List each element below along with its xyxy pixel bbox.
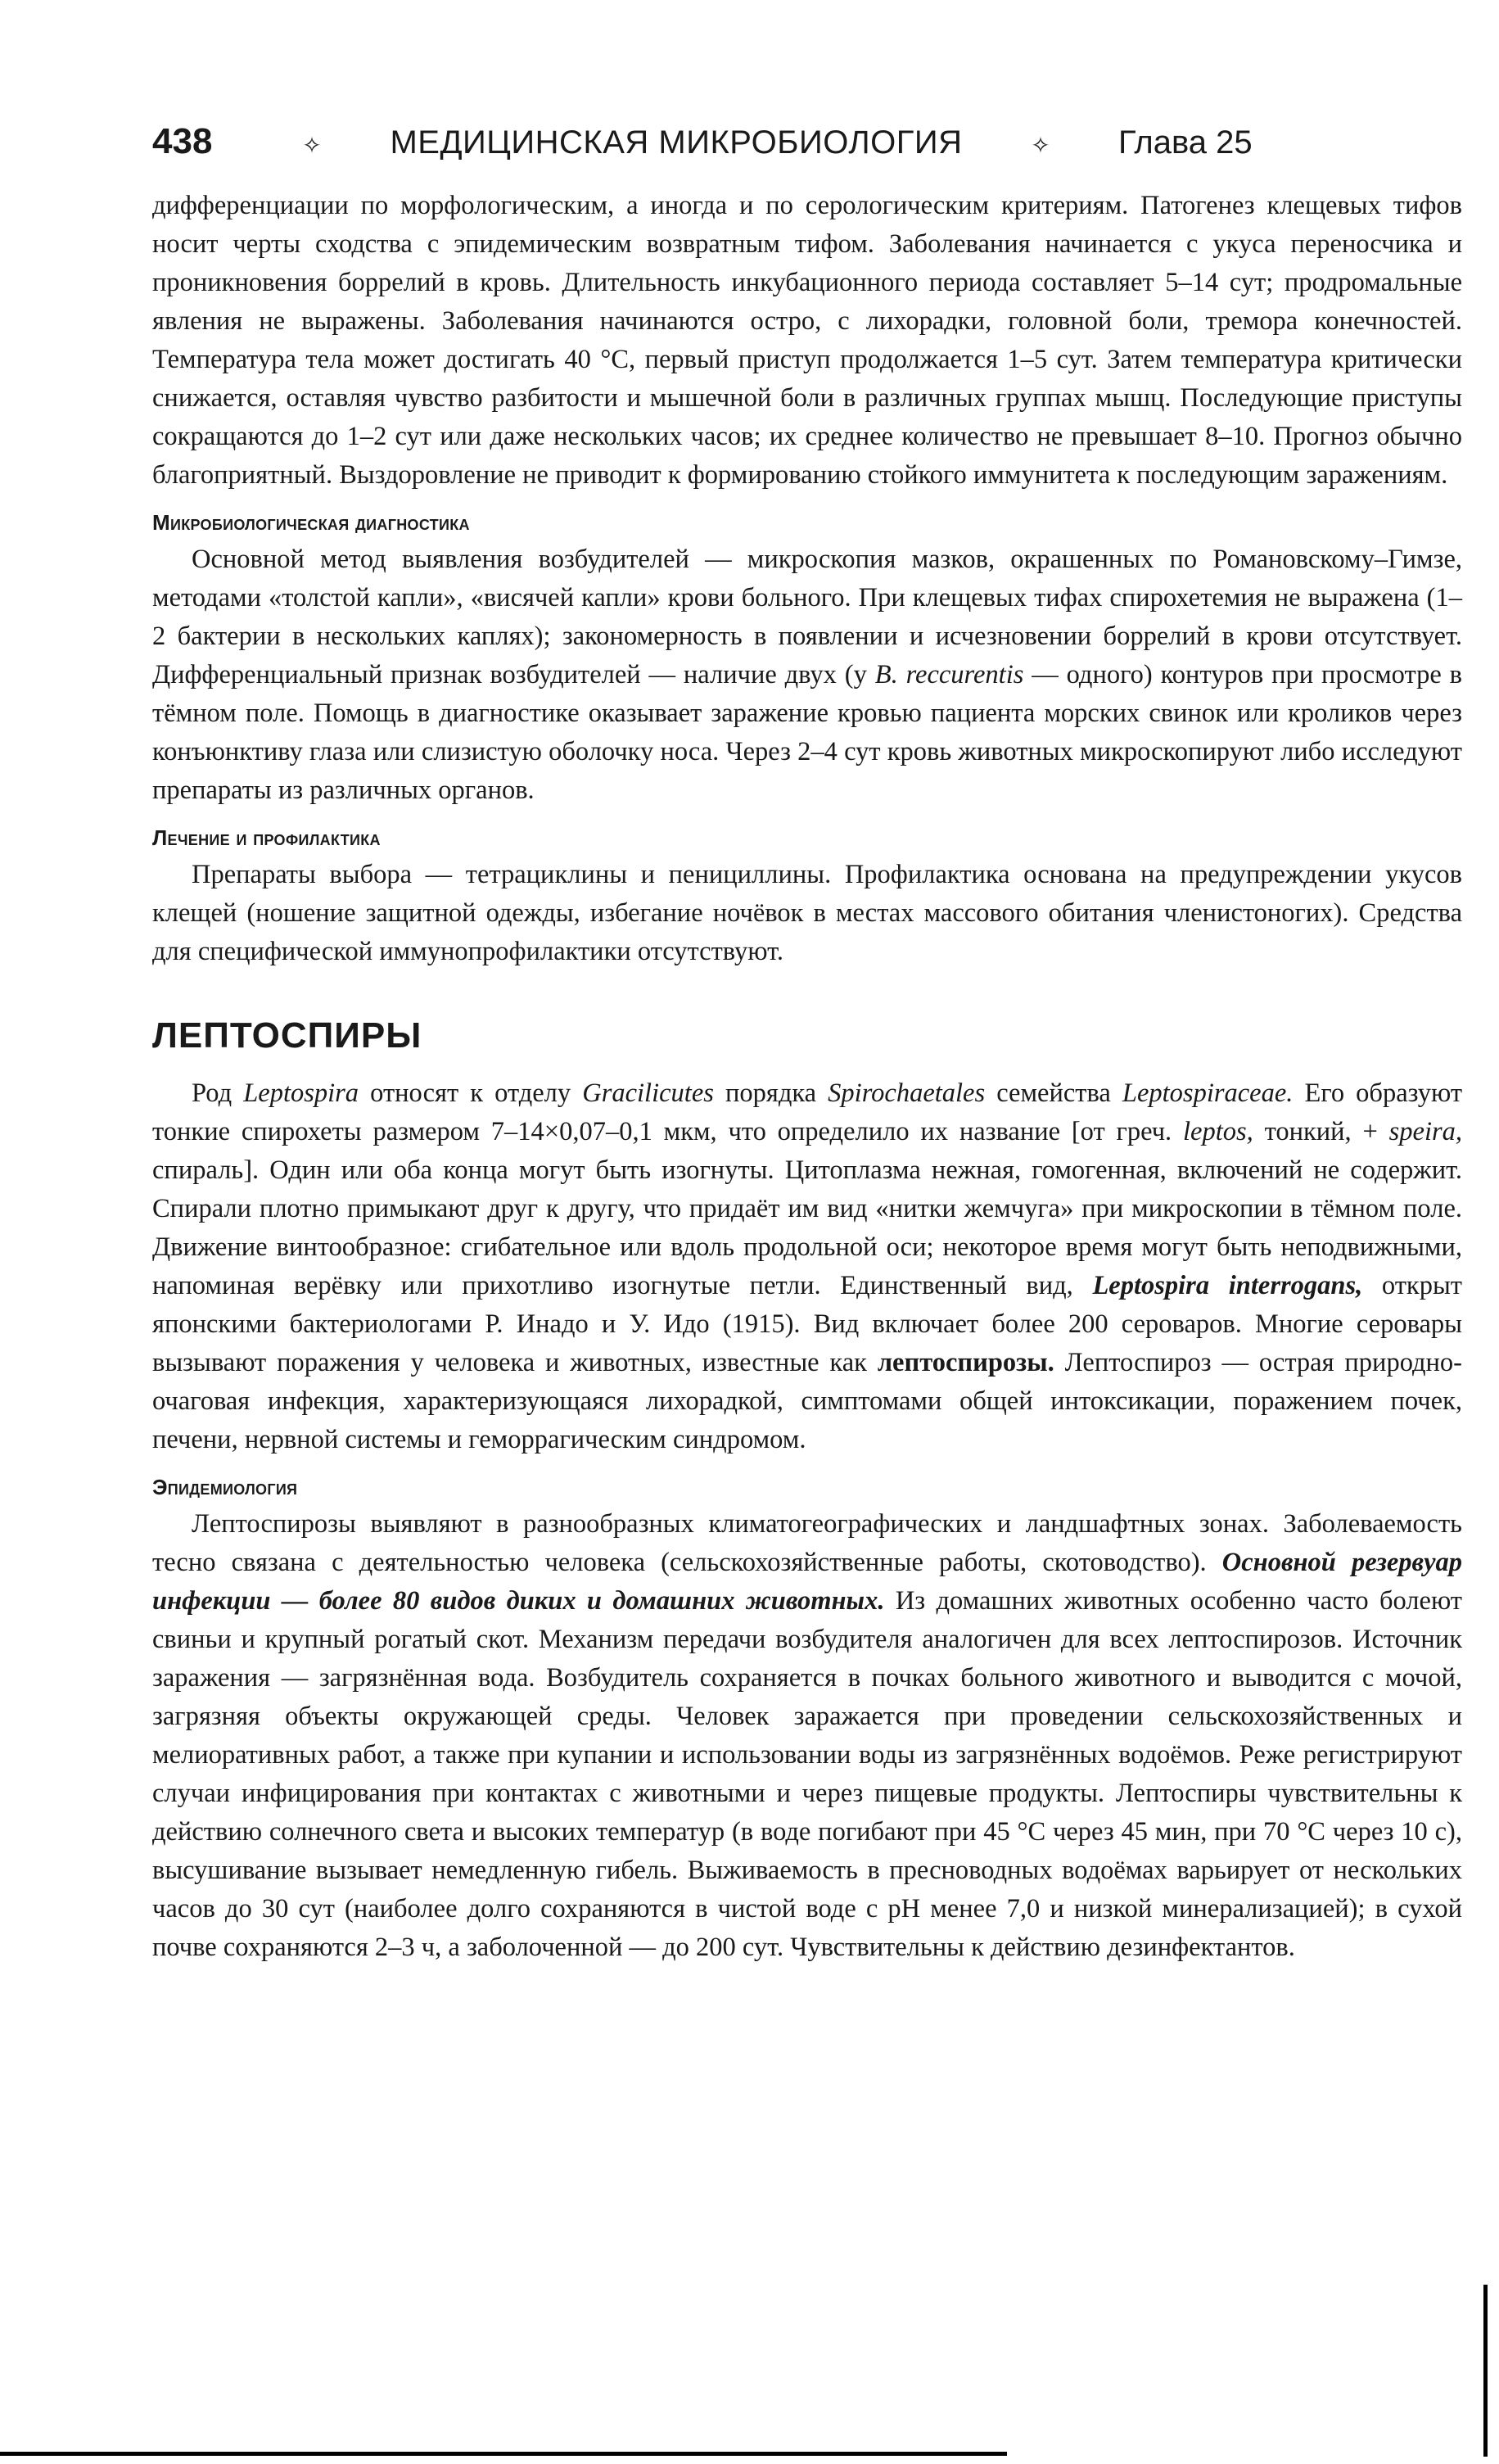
running-header bbox=[152, 121, 1462, 170]
section-heading-diagnostics: Микробиологическая диагностика bbox=[152, 510, 470, 535]
paragraph-pathogenesis: дифференциации по морфологическим, а иногда и по серологическим критериям. Патогенез клещевых тифов носит черты сходства с эпидемическим возвратным тифом. Заболевания начинается с укуса переносчика и проникновения боррелий в кровь. Длительность инкубационного периода составляет 5–14 сут; продромальные явления не выражены. Заболевания начинаются остро, с лихорадки, головной боли, тремора конечностей. Температура тела может достигать 40 °С, первый приступ продолжается 1–5 сут. Затем температура критически снижается, оставляя чувство разбитости и мышечной боли в различных группах мышц. Последующие приступы сокращаются до 1–2 сут или даже нескольких часов; их среднее количество не превышает 8–10. Прогноз обычно благоприятный. Выздоровление не приводит к формированию стойкого иммунитета к последующим заражениям. bbox=[152, 191, 1462, 490]
paragraph-treatment: Препараты выбора — тетрациклины и пенициллины. Профилактика основана на предупреждении укусов клещей (ношение защитной одежды, избегание ночёвок в местах массового обитания членистоногих). Средства для специфической иммунопрофилактики отсутствуют. bbox=[152, 860, 1462, 966]
section-heading-treatment: Лечение и профилактика bbox=[152, 825, 381, 850]
section-heading-epidemiology: Эпидемиология bbox=[152, 1475, 298, 1499]
paragraph-diagnostics: Основной метод выявления возбудителей — микроскопия мазков, окрашенных по Романовскому–Гимзе, методами «толстой капли», «висячей капли» крови больного. При клещевых тифах спирохетемия не выражена (1–2 бактерии в нескольких каплях); закономерность в появлении и исчезновении боррелий в крови отсутствует. Дифференциальный признак возбудителей — наличие двух (у B. reccurentis — одного) контуров при просмотре в тёмном поле. Помощь в диагностике оказывает заражение кровью пациента морских свинок или кроликов через конъюнктиву глаза или слизистую оболочку носа. Через 2–4 сут кровь животных микроскопируют либо исследуют препараты из различных органов. bbox=[152, 545, 1462, 805]
diamond-ornament-icon: ✧ bbox=[302, 133, 322, 158]
paragraph-leptospira: Род Leptospira относят к отделу Gracilicutes порядка Spirochaetales семейства Leptospiraceae. Его образуют тонкие спирохеты размером 7–14×0,07–0,1 мкм, что определило их название [от греч. leptos, тонкий, + speira, спираль]. Один или оба конца могут быть изогнуты. Цитоплазма нежная, гомогенная, включений не содержит. Спирали плотно примыкают друг к другу, что придаёт им вид «нитки жемчуга» при микроскопии в тёмном поле. Движение винтообразное: сгибательное или вдоль продольной оси; некоторое время могут быть неподвижными, напоминая верёвку или прихотливо изогнутые петли. Единственный вид, Leptospira interrogans, открыт японскими бактериологами Р. Инадо и У. Идо (1915). Вид включает более 200 сероваров. Многие серовары вызывают поражения у человека и животных, известные как лептоспирозы. Лептоспироз — острая природно-очаговая инфекция, характеризующаяся лихорадкой, симптомами общей интоксикации, поражением почек, печени, нервной системы и геморрагическим синдромом. bbox=[152, 1078, 1463, 1454]
book-page bbox=[152, 121, 1462, 1967]
book-title: МЕДИЦИНСКАЯ МИКРОБИОЛОГИЯ bbox=[390, 124, 963, 160]
chapter-label: Глава 25 bbox=[1118, 124, 1253, 160]
paragraph-epidemiology: Лептоспирозы выявляют в разнообразных климатогеографических и ландшафтных зонах. Заболеваемость тесно связана с деятельностью человека (сельскохозяйственные работы, скотоводство). Основной резервуар инфекции — более 80 видов диких и домашних животных. Из домашних животных особенно часто болеют свиньи и крупный рогатый скот. Механизм передачи возбудителя аналогичен для всех лептоспирозов. Источник заражения — загрязнённая вода. Возбудитель сохраняется в почках больного животного и выводится с мочой, загрязняя объекты окружающей среды. Человек заражается при проведении сельскохозяйственных и мелиоративных работ, а также при купании и использовании воды из загрязнённых водоёмов. Реже регистрируют случаи инфицирования при контактах с животными и через пищевые продукты. Лептоспиры чувствительны к действию солнечного света и высоких температур (в воде погибают при 45 °С через 45 мин, при 70 °С через 10 с), высушивание вызывает немедленную гибель. Выживаемость в пресноводных водоёмах варьирует от нескольких часов до 30 сут (наиболее долго сохраняются в чистой воде с pH менее 7,0 и низкой минерализацией); в сухой почве сохраняются 2–3 ч, а заболоченной — до 200 сут. Чувствительны к действию дезинфектантов. bbox=[152, 1509, 1463, 1962]
diamond-ornament-icon: ✧ bbox=[1031, 133, 1050, 158]
chapter-heading-leptospira: ЛЕПТОСПИРЫ bbox=[152, 1015, 422, 1056]
scan-edge-line bbox=[1483, 2285, 1488, 2457]
scan-bottom-line bbox=[0, 2452, 1007, 2456]
page-number: 438 bbox=[152, 121, 213, 161]
